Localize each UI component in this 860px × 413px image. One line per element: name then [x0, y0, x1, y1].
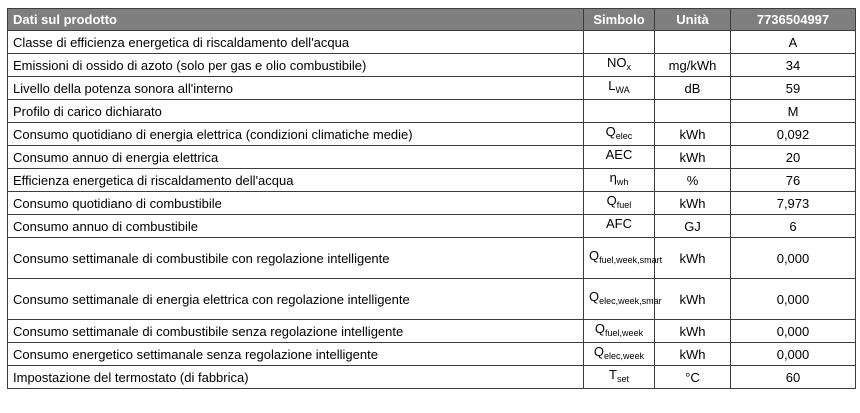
symbol-text [606, 124, 633, 144]
symbol-text [589, 289, 662, 309]
row-label: Consumo settimanale di combustibile senza regolazione intelligente [8, 320, 584, 343]
header-unit: Unità [655, 9, 731, 31]
row-unit: °C [655, 366, 731, 389]
table-row [8, 366, 856, 389]
table-row [8, 279, 856, 320]
product-data-table [7, 8, 856, 389]
symbol-subscript: x [626, 62, 631, 72]
table-row [8, 146, 856, 169]
row-value: 0,000 [731, 320, 856, 343]
row-symbol [584, 343, 655, 366]
symbol-text [609, 367, 629, 387]
table-row [8, 343, 856, 366]
row-label: Livello della potenza sonora all'interno [8, 77, 584, 100]
table-row [8, 320, 856, 343]
header-model-number: 7736504997 [731, 9, 856, 31]
symbol-text [607, 193, 632, 213]
row-unit [655, 31, 731, 54]
row-label: Classe di efficienza energetica di riscaldamento dell'acqua [8, 31, 584, 54]
row-symbol [584, 100, 655, 123]
row-symbol [584, 238, 663, 279]
row-value: 0,000 [731, 279, 856, 320]
row-unit: kWh [655, 279, 731, 320]
row-value: M [731, 100, 856, 123]
row-label: Consumo annuo di combustibile [8, 215, 584, 238]
table-row [8, 238, 856, 279]
symbol-base: NO [607, 55, 627, 70]
row-value: 76 [731, 169, 856, 192]
row-unit: kWh [655, 238, 731, 279]
row-symbol [584, 123, 655, 146]
row-label: Impostazione del termostato (di fabbrica) [8, 366, 584, 389]
row-symbol [584, 192, 655, 215]
row-value: 6 [731, 215, 856, 238]
symbol-subscript: elec,week [604, 351, 645, 361]
symbol-text [594, 344, 644, 364]
row-value: 60 [731, 366, 856, 389]
symbol-text [606, 216, 632, 236]
row-label: Profilo di carico dichiarato [8, 100, 584, 123]
symbol-subscript: fuel,week [605, 328, 644, 338]
row-value: 7,973 [731, 192, 856, 215]
table-header-row [8, 9, 856, 31]
table-row [8, 192, 856, 215]
row-symbol [584, 77, 655, 100]
row-unit: mg/kWh [655, 54, 731, 77]
table-row [8, 77, 856, 100]
symbol-base: Q [606, 193, 617, 208]
symbol-subscript: WA [615, 85, 630, 95]
symbol-subscript: set [616, 374, 629, 384]
row-symbol [584, 215, 655, 238]
symbol-text [607, 55, 631, 75]
table-row [8, 31, 856, 54]
symbol-base: η [609, 170, 617, 185]
symbol-subscript: elec,week,smar [599, 296, 662, 306]
symbol-subscript: fuel,week,smart [599, 255, 663, 265]
header-description: Dati sul prodotto [8, 9, 584, 31]
row-symbol [584, 31, 655, 54]
symbol-text [608, 78, 629, 98]
symbol-subscript: wh [616, 177, 629, 187]
row-label: Efficienza energetica di riscaldamento dell'acqua [8, 169, 584, 192]
symbol-base: Q [605, 124, 616, 139]
row-label: Consumo quotidiano di energia elettrica (condizioni climatiche medie) [8, 123, 584, 146]
symbol-base: L [608, 78, 616, 93]
row-symbol [584, 54, 655, 77]
row-value: 0,000 [731, 238, 856, 279]
table-row [8, 169, 856, 192]
row-label: Consumo quotidiano di combustibile [8, 192, 584, 215]
symbol-subscript: elec [615, 131, 633, 141]
symbol-text [610, 170, 629, 190]
table-row [8, 215, 856, 238]
symbol-base: Q [589, 289, 600, 304]
row-label: Consumo settimanale di combustibile con regolazione intelligente [8, 238, 584, 279]
symbol-base: Q [594, 321, 606, 336]
table-row [8, 54, 856, 77]
row-unit: % [655, 169, 731, 192]
symbol-text [589, 248, 662, 268]
row-value: 34 [731, 54, 856, 77]
row-value: 59 [731, 77, 856, 100]
row-unit: kWh [655, 343, 731, 366]
row-unit: kWh [655, 192, 731, 215]
row-label: Consumo settimanale di energia elettrica con regolazione intelligente [8, 279, 584, 320]
table-row [8, 123, 856, 146]
symbol-base: AEC [605, 147, 633, 162]
row-unit: kWh [655, 123, 731, 146]
row-label: Consumo annuo di energia elettrica [8, 146, 584, 169]
row-symbol [584, 279, 662, 320]
symbol-base: Q [593, 344, 605, 359]
row-label: Emissioni di ossido di azoto (solo per gas e olio combustibile) [8, 54, 584, 77]
symbol-text [606, 147, 633, 167]
row-unit: GJ [655, 215, 731, 238]
table-row [8, 100, 856, 123]
row-unit: kWh [655, 146, 731, 169]
row-symbol [584, 366, 655, 389]
row-value: A [731, 31, 856, 54]
row-symbol [584, 320, 655, 343]
row-value: 20 [731, 146, 856, 169]
symbol-base: Q [589, 248, 600, 263]
row-value: 0,000 [731, 343, 856, 366]
row-value: 0,092 [731, 123, 856, 146]
row-unit: dB [655, 77, 731, 100]
symbol-base: T [609, 367, 617, 382]
row-unit: kWh [655, 320, 731, 343]
header-symbol: Simbolo [584, 9, 655, 31]
row-label: Consumo energetico settimanale senza regolazione intelligente [8, 343, 584, 366]
row-unit [655, 100, 731, 123]
symbol-base: AFC [606, 216, 632, 231]
row-symbol [584, 169, 655, 192]
row-symbol [584, 146, 655, 169]
symbol-text [595, 321, 643, 341]
symbol-subscript: fuel [616, 200, 632, 210]
